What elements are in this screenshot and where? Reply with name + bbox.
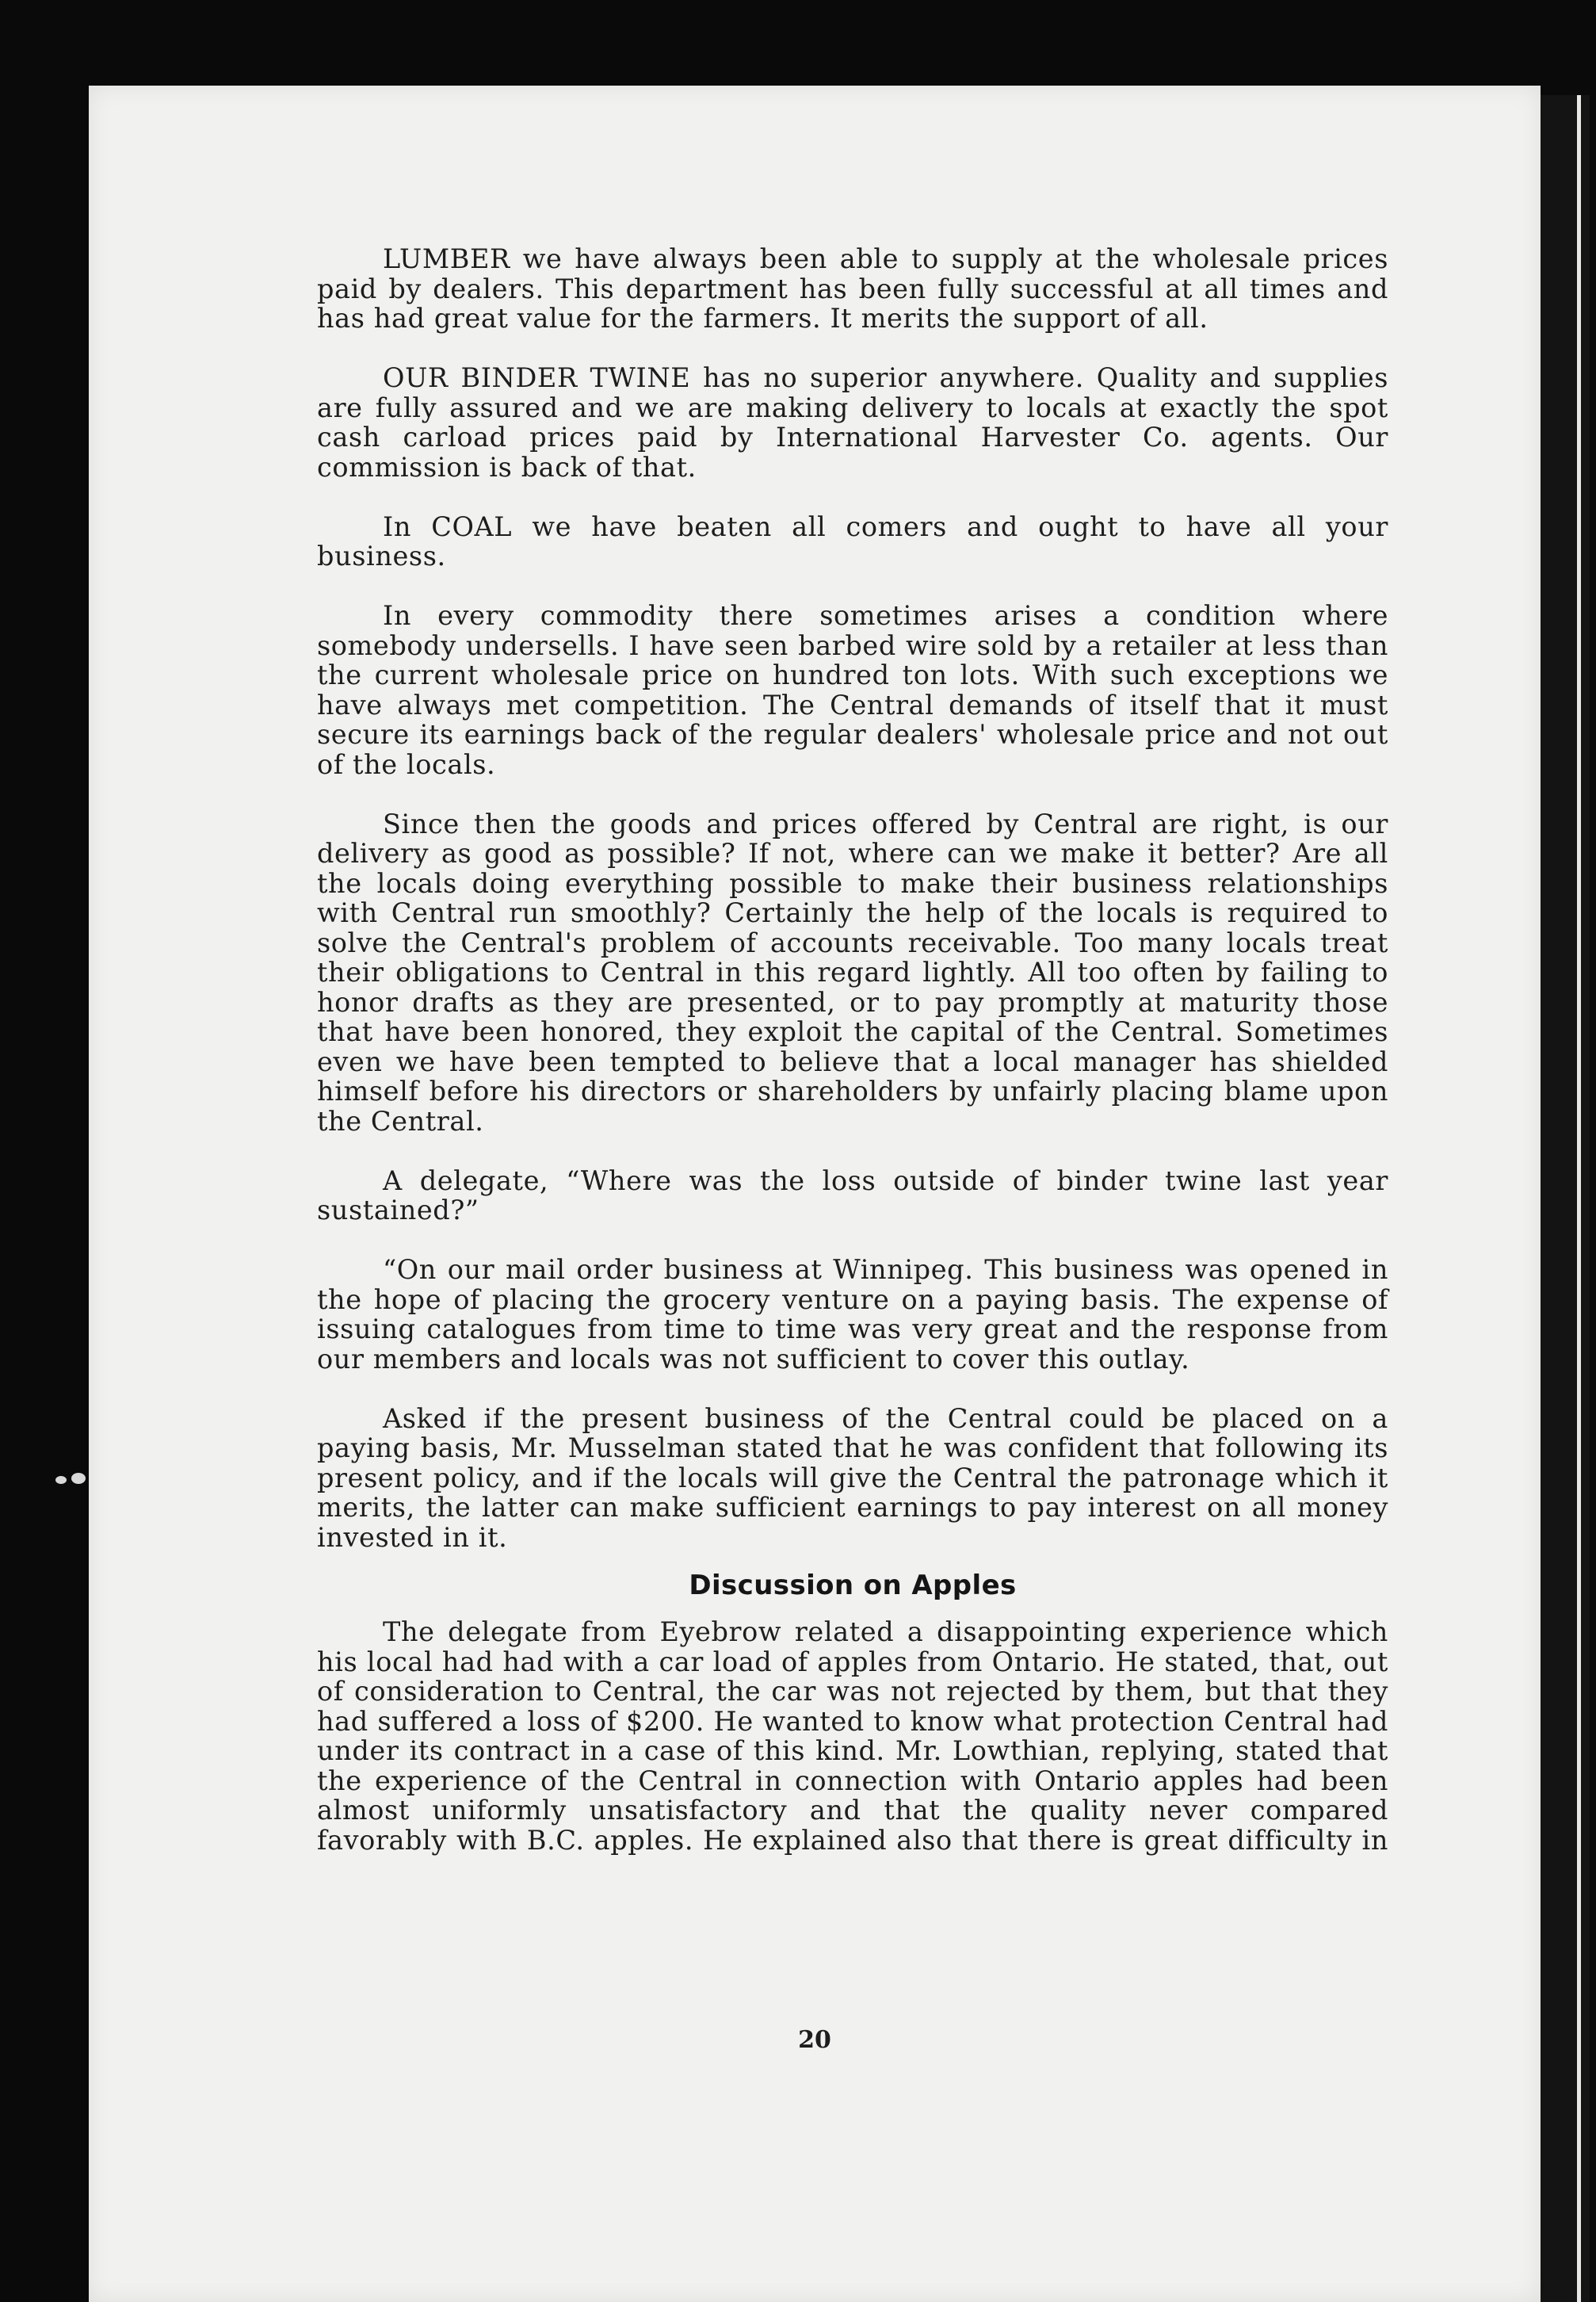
paragraph-mail-order: “On our mail order business at Winnipeg. This business was opened in the hope of placing the grocery venture on a paying basis. The expense of issuing catalogues from time to time was very great and the response from our members and locals was not sufficient to cover this outlay. [317,1254,1388,1375]
document-page [89,86,1541,2302]
body-text [317,244,1388,1855]
section-heading: Discussion on Apples [689,1570,1017,1601]
binding-edge [1541,95,1590,2302]
paragraph-delegate-question: A delegate, “Where was the loss outside of binder twine last year sustained?” [317,1164,1388,1226]
paragraph-binder-twine: OUR BINDER TWINE has no superior anywhere. Quality and supplies are fully assured and we are making delivery to locals at exactly the spot cash carload prices paid by International Harvester Co. agents. Our commission is back of that. [317,362,1388,483]
scan-speck [55,1476,67,1484]
page-edge-line [1577,95,1581,2302]
paragraph-coal: In COAL we have beaten all comers and ought to have all your business. [317,510,1388,572]
paragraph-apples: The delegate from Eyebrow related a disappointing experience which his local had had with a car load of apples from Ontario. He stated, that, out of consideration to Central, the car was not rejected by them, but that they had suffered a loss of $200. He wanted to know what protection Central had under its contract in a case of this kind. Mr. Lowthian, replying, stated that the experience of the Central in connection with Ontario apples had been almost uniformly unsatisfactory and that the quality never compared favorably with B.C. apples. He explained also that there is great difficulty in [317,1616,1388,1856]
paragraph-delivery: Since then the goods and prices offered by Central are right, is our delivery as good as possible? If not, where can we make it better? Are all the locals doing everything possible to make their business relationships with Central run smoothly? Certainly the help of the locals is required to solve the Central's problem of accounts receivable. Too many locals treat their obligations to Central in this regard lightly. All too often by failing to honor drafts as they are presented, or to pay promptly at maturity those that have been honored, they exploit the capital of the Central. Sometimes even we have been tempted to believe that a local manager has shielded himself before his directors or shareholders by unfairly placing blame upon the Central. [317,808,1388,1137]
page-number: 20 [798,2026,831,2054]
paragraph-commodity: In every commodity there sometimes arises a condition where somebody undersells. I have seen barbed wire sold by a retailer at less than the current wholesale price on hundred ton lots. With such exceptions we have always met competition. The Central demands of itself that it must secure its earnings back of the regular dealers' wholesale price and not out of the locals. [317,600,1388,780]
scan-speck [71,1473,86,1484]
paragraph-lumber: LUMBER we have always been able to supply at the wholesale prices paid by dealers. This department has been fully successful at all times and has had great value for the farmers. It merits the support of all. [317,243,1388,334]
paragraph-paying-basis: Asked if the present business of the Central could be placed on a paying basis, Mr. Musselman stated that he was confident that following its present policy, and if the locals will give the Central the patronage which it merits, the latter can make sufficient earnings to pay interest on all money invested in it. [317,1402,1388,1553]
